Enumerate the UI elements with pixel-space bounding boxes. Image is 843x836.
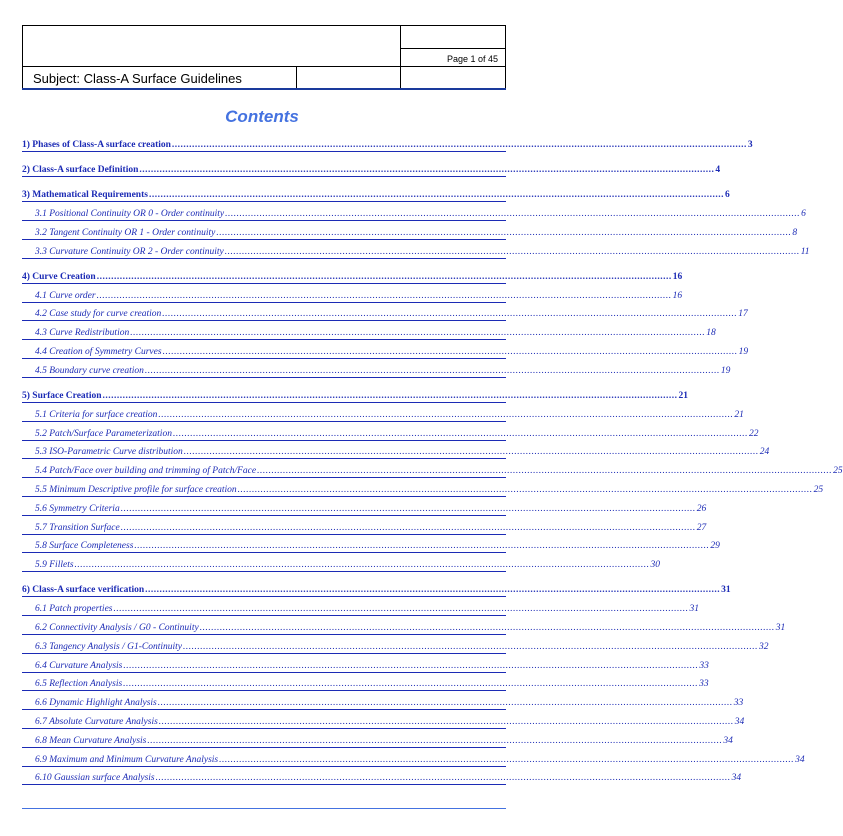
toc-leader-dots: ........................................................................................................................................................................................................ (225, 209, 801, 219)
toc-entry-label: 6.1 Patch properties (35, 604, 113, 615)
toc-page-number: 18 (706, 328, 716, 339)
toc-chapter-link[interactable] (22, 138, 753, 152)
toc-page-number: 11 (800, 246, 810, 257)
toc-leader-dots: ........................................................................................................................................................................................................ (199, 623, 775, 633)
toc-entry-label: 5.5 Minimum Descriptive profile for surface creation (35, 485, 237, 495)
toc-leader-dots: ........................................................................................................................................................................................................ (155, 773, 731, 784)
toc-section-link[interactable] (22, 226, 798, 240)
toc-page-number: 33 (699, 660, 709, 671)
toc-page-number: 31 (775, 623, 786, 633)
toc-section-link[interactable] (22, 640, 769, 654)
toc-entry-label: 5.8 Surface Completeness (35, 541, 134, 552)
toc-section-link[interactable] (22, 364, 731, 378)
toc-entry-label: 1) Phases of Class-A surface creation (22, 140, 171, 150)
toc-section-link[interactable] (22, 464, 843, 478)
toc-chapter-link[interactable] (22, 389, 689, 403)
toc-entry-label: 6.8 Mean Curvature Analysis (35, 735, 147, 746)
toc-section-link[interactable] (22, 696, 744, 710)
toc-leader-dots: ........................................................................................................................................................................................................ (113, 604, 689, 615)
toc-entry-label: 4.3 Curve Redistribution (35, 328, 130, 339)
toc-entry-label: 4.4 Creation of Symmetry Curves (35, 347, 162, 357)
toc-page-number: 19 (738, 347, 749, 357)
toc-entry-label: 6.10 Gaussian surface Analysis (35, 773, 155, 784)
toc-entry-label: 6.7 Absolute Curvature Analysis (35, 717, 158, 727)
toc-leader-dots: ........................................................................................................................................................................................................ (120, 522, 696, 533)
toc-entry-label: 5.1 Criteria for surface creation (35, 409, 158, 420)
toc-entry-label: 5.2 Patch/Surface Parameterization (35, 428, 172, 439)
toc-entry-label: 5.9 Fillets (35, 560, 74, 571)
toc-section-link[interactable] (22, 289, 683, 303)
toc-section-link[interactable] (22, 445, 770, 459)
toc-leader-dots: ........................................................................................................................................................................................................ (162, 309, 738, 320)
toc-section-link[interactable] (22, 427, 759, 441)
toc-entry-label: 2) Class-A surface Definition (22, 165, 139, 175)
toc-page-number: 29 (710, 541, 720, 552)
toc-entry-label: 3.3 Curvature Continuity OR 2 - Order continuity (35, 246, 224, 257)
toc-chapter-link[interactable] (22, 188, 730, 202)
toc-entry-label: 5.6 Symmetry Criteria (35, 503, 120, 514)
toc-entry-label: 4.1 Curve order (35, 290, 96, 301)
toc-page-number: 17 (738, 309, 748, 320)
toc-section-link[interactable] (22, 345, 749, 359)
toc-section-link[interactable] (22, 677, 709, 691)
toc-section-link[interactable] (22, 502, 707, 516)
toc-leader-dots: ........................................................................................................................................................................................................ (182, 641, 758, 652)
toc-leader-dots: ........................................................................................................................................................................................................ (158, 409, 734, 420)
toc-leader-dots: ........................................................................................................................................................................................................ (171, 140, 747, 150)
toc-leader-dots: ........................................................................................................................................................................................................ (144, 365, 720, 376)
toc-entry-label: 3.2 Tangent Continuity OR 1 - Order continuity (35, 227, 216, 238)
toc-page-number: 34 (723, 735, 733, 746)
toc-section-link[interactable] (22, 408, 744, 422)
toc-page-number: 21 (678, 390, 689, 401)
toc-leader-dots: ........................................................................................................................................................................................................ (172, 428, 748, 439)
toc-entry-label: 3.1 Positional Continuity OR 0 - Order continuity (35, 209, 225, 219)
toc-section-link[interactable] (22, 734, 733, 748)
toc-section-link[interactable] (22, 539, 720, 553)
header-table (22, 25, 506, 89)
toc-section-link[interactable] (22, 307, 748, 321)
toc-entry-label: 5) Surface Creation (22, 390, 102, 401)
toc-leader-dots: ........................................................................................................................................................................................................ (257, 466, 833, 477)
toc-leader-dots: ........................................................................................................................................................................................................ (216, 227, 792, 238)
toc-page-number: 4 (715, 165, 721, 175)
toc-leader-dots: ........................................................................................................................................................................................................ (120, 503, 696, 514)
toc-page-number: 27 (696, 522, 707, 533)
footer-rule (22, 808, 506, 809)
toc-section-link[interactable] (22, 483, 824, 497)
toc-leader-dots: ........................................................................................................................................................................................................ (237, 485, 813, 495)
toc-entry-label: 6.5 Reflection Analysis (35, 679, 123, 690)
page-title: Contents (225, 107, 299, 126)
toc-page-number: 6 (801, 209, 806, 219)
toc-entry-label: 5.4 Patch/Face over building and trimming of Patch/Face (35, 466, 257, 477)
toc-leader-dots: ........................................................................................................................................................................................................ (147, 735, 723, 746)
header-divider (400, 48, 506, 49)
toc-entry-label: 6.3 Tangency Analysis / G1-Continuity (35, 641, 182, 652)
toc-page-number: 3 (747, 140, 753, 150)
header-rule (22, 88, 506, 90)
toc-page-number: 26 (696, 503, 707, 514)
toc-entry-label: 4.2 Case study for curve creation (35, 309, 162, 320)
toc-page-number: 6 (724, 190, 730, 200)
toc-page-number: 32 (758, 641, 769, 652)
toc-section-link[interactable] (22, 245, 810, 259)
toc-leader-dots: ........................................................................................................................................................................................................ (183, 447, 759, 458)
toc-page-number: 34 (795, 754, 805, 765)
toc-page-number: 33 (733, 698, 744, 709)
toc-leader-dots: ........................................................................................................................................................................................................ (102, 390, 678, 401)
toc-section-link[interactable] (22, 207, 806, 221)
toc-entry-label: 3) Mathematical Requirements (22, 190, 148, 200)
toc-leader-dots: ........................................................................................................................................................................................................ (123, 679, 699, 690)
toc-section-link[interactable] (22, 521, 707, 535)
toc-page-number: 34 (734, 717, 745, 727)
toc-leader-dots: ........................................................................................................................................................................................................ (123, 660, 699, 671)
toc-leader-dots: ........................................................................................................................................................................................................ (134, 541, 710, 552)
toc-section-link[interactable] (22, 771, 742, 785)
toc-leader-dots: ........................................................................................................................................................................................................ (224, 246, 800, 257)
toc-section-link[interactable] (22, 558, 661, 572)
toc-page-number: 31 (721, 585, 731, 596)
toc-section-link[interactable] (22, 602, 699, 616)
toc-section-link[interactable] (22, 659, 709, 673)
toc-leader-dots: ........................................................................................................................................................................................................ (162, 347, 738, 357)
toc-page-number: 21 (734, 409, 744, 420)
toc-entry-label: 4.5 Boundary curve creation (35, 365, 144, 376)
toc-leader-dots: ........................................................................................................................................................................................................ (158, 717, 734, 727)
toc-chapter-link[interactable] (22, 583, 731, 597)
toc-chapter-link[interactable] (22, 270, 683, 284)
toc-page-number: 8 (792, 227, 798, 238)
toc-entry-label: 6.6 Dynamic Highlight Analysis (35, 698, 157, 709)
toc-entry-label: 6.2 Connectivity Analysis / G0 - Continuity (35, 623, 199, 633)
toc-entry-label: 4) Curve Creation (22, 271, 96, 282)
header-divider (296, 66, 297, 89)
toc-leader-dots: ........................................................................................................................................................................................................ (148, 190, 724, 200)
toc-chapter-link[interactable] (22, 163, 721, 177)
toc-page-number: 34 (731, 773, 742, 784)
toc-leader-dots: ........................................................................................................................................................................................................ (96, 271, 672, 282)
toc-leader-dots: ........................................................................................................................................................................................................ (74, 560, 650, 571)
toc-entry-label: 5.7 Transition Surface (35, 522, 120, 533)
toc-entry-label: 6.4 Curvature Analysis (35, 660, 123, 671)
toc-leader-dots: ........................................................................................................................................................................................................ (157, 698, 733, 709)
toc-section-link[interactable] (22, 753, 805, 767)
toc-page-number: 25 (833, 466, 843, 477)
toc-page-number: 22 (748, 428, 759, 439)
toc-entry-label: 6) Class-A surface verification (22, 585, 145, 596)
toc-leader-dots: ........................................................................................................................................................................................................ (139, 165, 715, 175)
toc-page-number: 33 (699, 679, 709, 690)
subject-label: Subject: Class-A Surface Guidelines (33, 71, 242, 86)
toc-page-number: 19 (720, 365, 731, 376)
toc-page-number: 24 (759, 447, 770, 458)
toc-section-link[interactable] (22, 326, 716, 340)
toc-page-number: 16 (672, 271, 683, 282)
toc-leader-dots: ........................................................................................................................................................................................................ (130, 328, 706, 339)
toc-section-link[interactable] (22, 621, 786, 635)
toc-entry-label: 5.3 ISO-Parametric Curve distribution (35, 447, 183, 458)
toc-leader-dots: ........................................................................................................................................................................................................ (219, 754, 795, 765)
toc-page-number: 30 (650, 560, 661, 571)
page-number: Page 1 of 45 (446, 54, 498, 64)
toc-page-number: 25 (813, 485, 824, 495)
toc-entry-label: 6.9 Maximum and Minimum Curvature Analysis (35, 754, 219, 765)
header-divider (23, 66, 506, 67)
toc-page-number: 16 (672, 290, 683, 301)
toc-section-link[interactable] (22, 715, 745, 729)
toc-leader-dots: ........................................................................................................................................................................................................ (145, 585, 721, 596)
toc-leader-dots: ........................................................................................................................................................................................................ (96, 290, 672, 301)
toc-page-number: 31 (689, 604, 699, 615)
